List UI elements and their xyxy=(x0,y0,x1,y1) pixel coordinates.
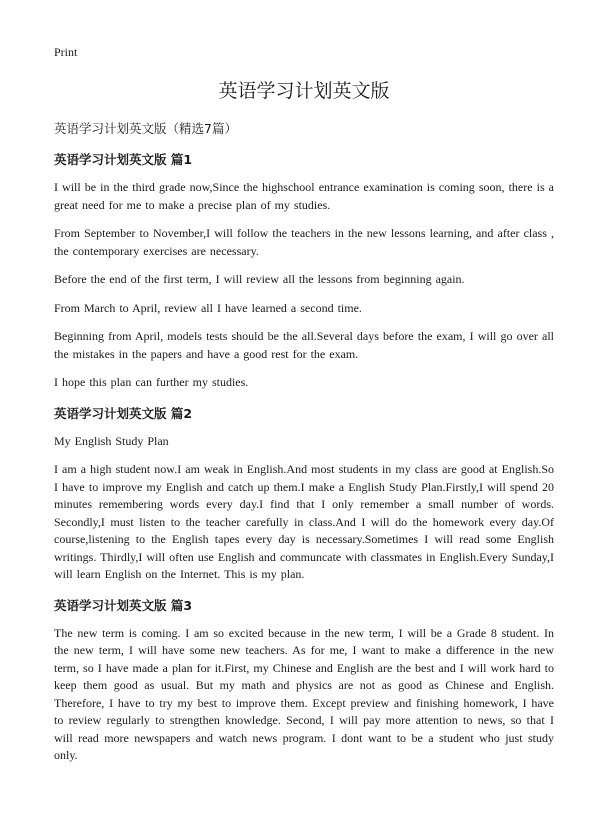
document-subtitle: 英语学习计划英文版（精选7篇） xyxy=(54,121,237,136)
document-title: 英语学习计划英文版 xyxy=(218,80,390,102)
paragraph: I will be in the third grade now,Since the highschool entrance examination is coming soon, there is a great need for me to make a precise plan of my studies. xyxy=(54,180,554,212)
section-heading: 英语学习计划英文版 篇2 xyxy=(54,405,193,421)
paragraph: From March to April, review all I have learned a second time. xyxy=(54,300,362,315)
document-page xyxy=(54,44,554,776)
paragraph: The new term is coming. I am so excited because in the new term, I will be a Grade 8 student. In the new term, I will have some new teachers. As for me, I want to make a difference in the new term, so I have made a plan for it.First, my Chinese and English are the best and I will work hard to keep them good as usual. But my math and physics are not as good as Chinese and English. Therefore, I have to try my best to improve them. Except preview and finishing homework, I have to review regularly to strengthen knowledge. Second, I will pay more attention to news, so that I will read more newspapers and watch news program. I dont want to be a student who just study only. xyxy=(54,625,554,762)
paragraph: I hope this plan can further my studies. xyxy=(54,375,249,389)
paragraph: My English Study Plan xyxy=(54,433,169,448)
paragraph: Beginning from April, models tests should be the all.Several days before the exam, I will go over all the mistakes in the papers and have a good rest for the exam. xyxy=(54,329,554,361)
section-heading: 英语学习计划英文版 篇1 xyxy=(54,152,193,167)
section-1 xyxy=(54,151,554,392)
paragraph: I am a high student now.I am weak in English.And most students in my class are good at English.So I have to improve my English and catch up them.I make a English Study Plan.Firstly,I will spend 20 minutes remembering words every day.I find that I only remember a small number of words. Secondly,I must listen to the teacher carefully in class.And I will do the homework every day.Of course,listening to the English tapes every day is necessary.Sometimes I will read some English writings. Thirdly,I will often use English and communcate with classmates in English.Every Sunday,I will learn English on the Internet. This is my plan. xyxy=(54,462,554,581)
paragraph: From September to November,I will follow the teachers in the new lessons learning, and after class , the contemporary exercises are necessary. xyxy=(54,226,554,258)
section-heading: 英语学习计划英文版 篇3 xyxy=(54,597,193,613)
paragraph: Before the end of the first term, I will review all the lessons from beginning again. xyxy=(54,272,465,286)
print-label: Print xyxy=(54,45,78,59)
section-3 xyxy=(54,597,554,765)
section-2 xyxy=(54,405,554,584)
